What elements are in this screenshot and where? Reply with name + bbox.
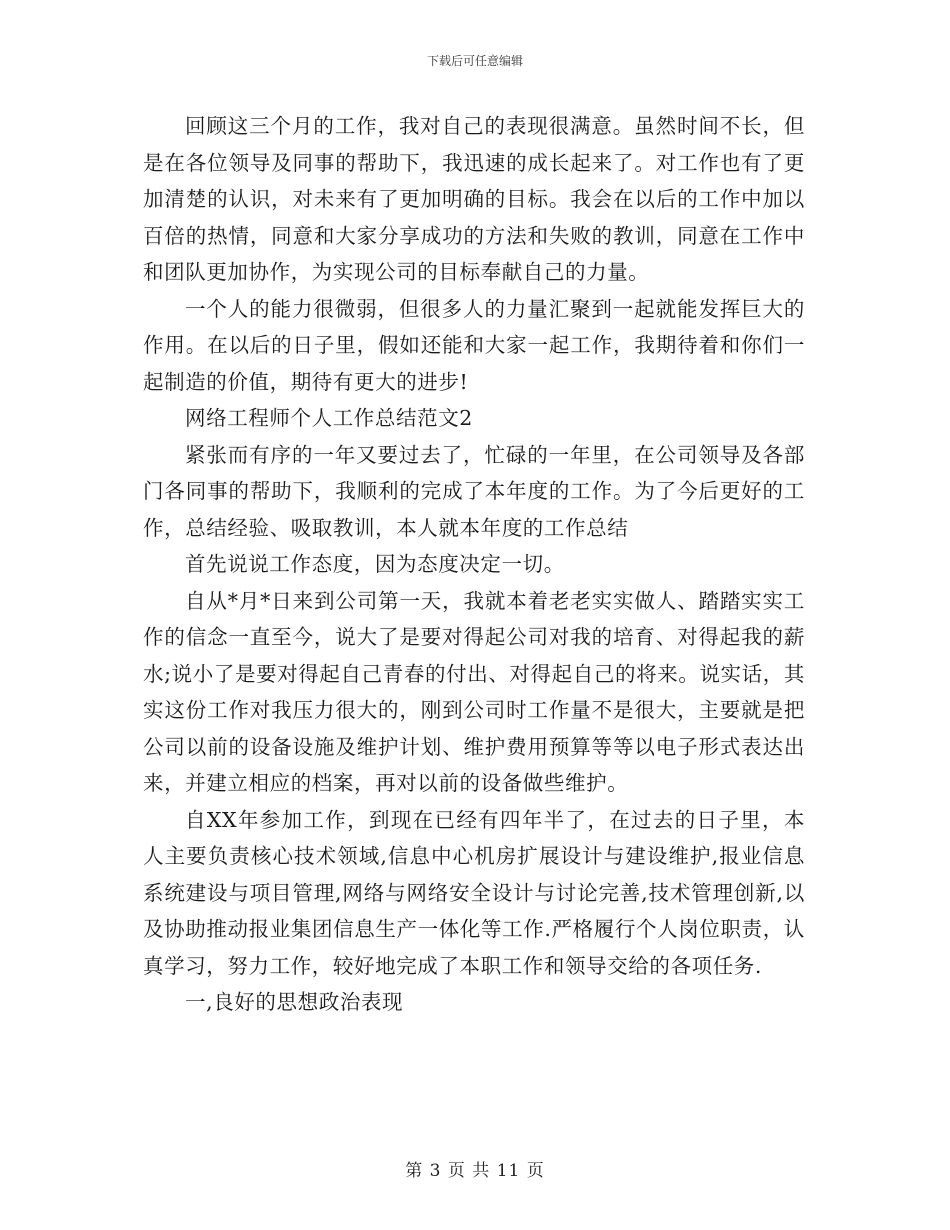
paragraph-teamwork: 一个人的能力很微弱，但很多人的力量汇聚到一起就能发挥巨大的作用。在以后的日子里，假如还能和大家一起工作，我期待着和你们一起制造的价值，期待有更大的进步! [143,296,805,394]
paragraph-responsibilities: 自XX年参加工作，到现在已经有四年半了，在过去的日子里，本人主要负责核心技术领域,信息中心机房扩展设计与建设维护,报业信息系统建设与项目管理,网络与网络安全设计与讨论完善,技术管理创新,以及协助推动报业集团信息生产一体化等工作.严格履行个人岗位职责，认真学习，努力工作，较好地完成了本职工作和领导交给的各项任务. [143,807,805,978]
paragraph-year-summary: 紧张而有序的一年又要过去了，忙碌的一年里，在公司领导及各部门各同事的帮助下，我顺利的完成了本年度的工作。为了今后更好的工作，总结经验、吸取教训，本人就本年度的工作总结 [143,442,805,540]
paragraph-attitude: 首先说说工作态度，因为态度决定一切。 [185,552,565,576]
paragraph-review: 回顾这三个月的工作，我对自己的表现很满意。虽然时间不长，但是在各位领导及同事的帮助下，我迅速的成长起来了。对工作也有了更加清楚的认识，对未来有了更加明确的目标。我会在以后的工作中加以百倍的热情，同意和大家分享成功的方法和失败的教训，同意在工作中和团队更加协作，为实现公司的目标奉献自己的力量。 [143,114,805,284]
paragraph-since-joining: 自从*月*日来到公司第一天，我就本着老老实实做人、踏踏实实工作的信念一直至今，说大了是要对得起公司对我的培育、对得起我的薪水;说小了是要对得起自己青春的付出、对得起自己的将来。说实话，其实这份工作对我压力很大的，刚到公司时工作量不是很大，主要就是把公司以前的设备设施及维护计划、维护费用预算等等以电子形式表达出来，并建立相应的档案，再对以前的设备做些维护。 [143,588,805,795]
document-body [143,108,805,1021]
section-heading-2: 网络工程师个人工作总结范文2 [185,406,473,430]
page-number: 第 3 页 共 11 页 [405,1161,545,1181]
subheading-political: 一,良好的思想政治表现 [185,990,404,1014]
page-header: 下载后可任意编辑 [426,54,523,68]
